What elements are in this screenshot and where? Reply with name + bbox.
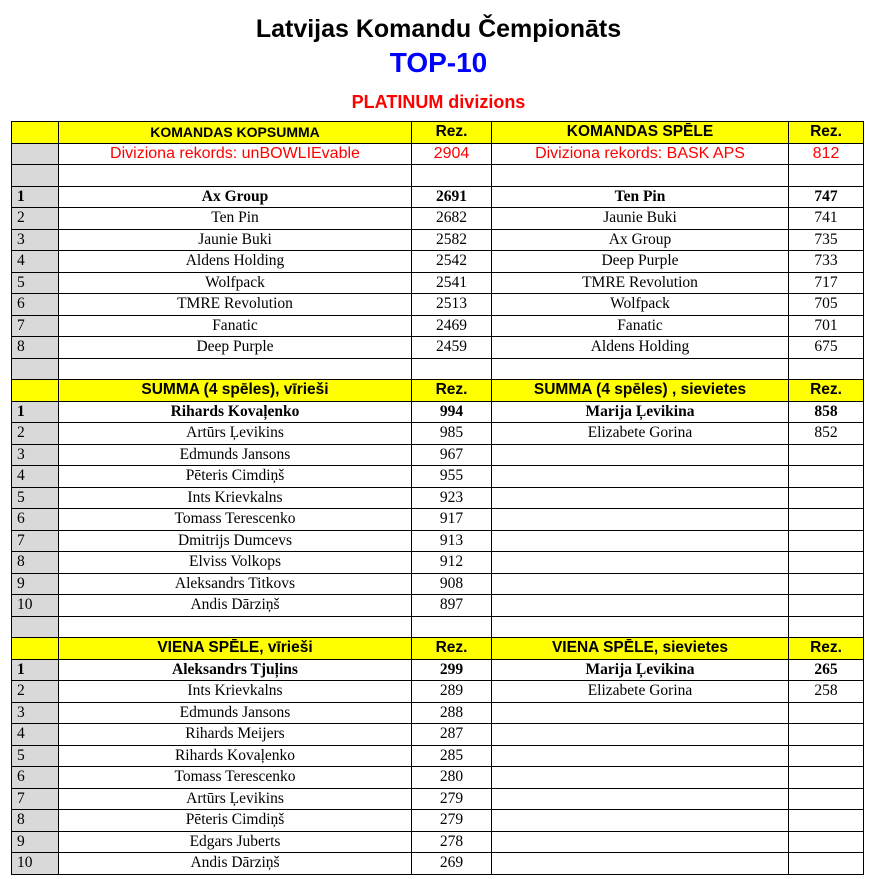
right-name-cell bbox=[492, 853, 789, 875]
header-number-cell bbox=[12, 122, 59, 144]
rank-cell: 4 bbox=[12, 724, 59, 746]
table-row bbox=[12, 251, 864, 273]
table-row bbox=[12, 853, 864, 875]
right-value-cell: 675 bbox=[789, 337, 864, 359]
right-name-cell: Deep Purple bbox=[492, 251, 789, 273]
right-name-cell: Wolfpack bbox=[492, 294, 789, 316]
table-row bbox=[12, 552, 864, 574]
right-name-cell bbox=[492, 444, 789, 466]
left-name-cell: Andis Dārziņš bbox=[59, 595, 412, 617]
right-name-cell bbox=[492, 810, 789, 832]
left-name-cell: Fanatic bbox=[59, 315, 412, 337]
left-name-cell: Wolfpack bbox=[59, 272, 412, 294]
right-value-cell: 705 bbox=[789, 294, 864, 316]
right-name-cell: Jaunie Buki bbox=[492, 208, 789, 230]
left-value-cell: 2513 bbox=[412, 294, 492, 316]
left-name-cell: Edmunds Jansons bbox=[59, 444, 412, 466]
left-name-cell: Artūrs Ļevikins bbox=[59, 788, 412, 810]
right-value-cell bbox=[789, 724, 864, 746]
left-name-cell: Edmunds Jansons bbox=[59, 702, 412, 724]
left-name-cell: Pēteris Cimdiņš bbox=[59, 810, 412, 832]
right-name-cell bbox=[492, 530, 789, 552]
right-name-cell bbox=[492, 702, 789, 724]
rank-cell: 2 bbox=[12, 423, 59, 445]
rank-cell: 9 bbox=[12, 573, 59, 595]
right-name-cell: Elizabete Gorina bbox=[492, 681, 789, 703]
rank-cell: 6 bbox=[12, 767, 59, 789]
left-value-cell: 967 bbox=[412, 444, 492, 466]
right-name-cell: Elizabete Gorina bbox=[492, 423, 789, 445]
spacer-cell bbox=[12, 616, 59, 638]
left-name-cell: Jaunie Buki bbox=[59, 229, 412, 251]
right-value-cell: 741 bbox=[789, 208, 864, 230]
rank-cell: 6 bbox=[12, 509, 59, 531]
spacer-cell bbox=[59, 616, 412, 638]
left-name-cell: Ints Krievkalns bbox=[59, 487, 412, 509]
table-row bbox=[12, 208, 864, 230]
table-row bbox=[12, 702, 864, 724]
table-row bbox=[12, 444, 864, 466]
left-name-cell: Artūrs Ļevikins bbox=[59, 423, 412, 445]
left-name-cell: Tomass Terescenko bbox=[59, 509, 412, 531]
right-value-cell: 258 bbox=[789, 681, 864, 703]
section1-right-rez: Rez. bbox=[789, 122, 864, 144]
right-value-cell: 858 bbox=[789, 401, 864, 423]
right-value-cell bbox=[789, 509, 864, 531]
rank-cell: 10 bbox=[12, 853, 59, 875]
right-name-cell bbox=[492, 595, 789, 617]
rank-cell: 5 bbox=[12, 487, 59, 509]
left-value-cell: 917 bbox=[412, 509, 492, 531]
left-name-cell: Elviss Volkops bbox=[59, 552, 412, 574]
left-value-cell: 2582 bbox=[412, 229, 492, 251]
right-value-cell bbox=[789, 745, 864, 767]
spacer-row bbox=[12, 165, 864, 187]
left-value-cell: 912 bbox=[412, 552, 492, 574]
right-value-cell: 717 bbox=[789, 272, 864, 294]
rank-cell: 1 bbox=[12, 659, 59, 681]
right-name-cell bbox=[492, 831, 789, 853]
record-left-label: Diviziona rekords: unBOWLIEvable bbox=[59, 143, 412, 165]
table-row bbox=[12, 186, 864, 208]
right-value-cell bbox=[789, 831, 864, 853]
left-name-cell: Tomass Terescenko bbox=[59, 767, 412, 789]
right-value-cell: 733 bbox=[789, 251, 864, 273]
spacer-cell bbox=[12, 358, 59, 380]
left-value-cell: 289 bbox=[412, 681, 492, 703]
right-name-cell: Ten Pin bbox=[492, 186, 789, 208]
record-number-cell bbox=[12, 143, 59, 165]
right-name-cell bbox=[492, 552, 789, 574]
left-value-cell: 908 bbox=[412, 573, 492, 595]
right-name-cell bbox=[492, 767, 789, 789]
spacer-row bbox=[12, 358, 864, 380]
right-value-cell bbox=[789, 788, 864, 810]
right-value-cell bbox=[789, 810, 864, 832]
table-row bbox=[12, 788, 864, 810]
left-value-cell: 299 bbox=[412, 659, 492, 681]
right-name-cell: Marija Ļevikina bbox=[492, 659, 789, 681]
section1-left-rez: Rez. bbox=[412, 122, 492, 144]
left-value-cell: 280 bbox=[412, 767, 492, 789]
left-name-cell: Ax Group bbox=[59, 186, 412, 208]
spacer-cell bbox=[412, 616, 492, 638]
right-value-cell bbox=[789, 595, 864, 617]
rank-cell: 6 bbox=[12, 294, 59, 316]
right-value-cell bbox=[789, 530, 864, 552]
left-value-cell: 285 bbox=[412, 745, 492, 767]
table-row bbox=[12, 229, 864, 251]
spacer-cell bbox=[492, 616, 789, 638]
left-value-cell: 2542 bbox=[412, 251, 492, 273]
spacer-cell bbox=[789, 358, 864, 380]
left-value-cell: 279 bbox=[412, 788, 492, 810]
left-name-cell: TMRE Revolution bbox=[59, 294, 412, 316]
table-row bbox=[12, 767, 864, 789]
left-value-cell: 279 bbox=[412, 810, 492, 832]
right-name-cell bbox=[492, 466, 789, 488]
right-name-cell bbox=[492, 788, 789, 810]
left-value-cell: 2691 bbox=[412, 186, 492, 208]
section3-right-header: VIENA SPĒLE, sievietes bbox=[492, 638, 789, 660]
table-row bbox=[12, 659, 864, 681]
table-row bbox=[12, 530, 864, 552]
table-row bbox=[12, 315, 864, 337]
right-name-cell bbox=[492, 573, 789, 595]
spacer-cell bbox=[412, 358, 492, 380]
table-row bbox=[12, 423, 864, 445]
table-row bbox=[12, 294, 864, 316]
section1-right-header: KOMANDAS SPĒLE bbox=[492, 122, 789, 144]
rank-cell: 8 bbox=[12, 810, 59, 832]
table-row bbox=[12, 573, 864, 595]
left-value-cell: 2459 bbox=[412, 337, 492, 359]
table-row bbox=[12, 401, 864, 423]
left-value-cell: 287 bbox=[412, 724, 492, 746]
left-name-cell: Dmitrijs Dumcevs bbox=[59, 530, 412, 552]
rank-cell: 9 bbox=[12, 831, 59, 853]
left-value-cell: 985 bbox=[412, 423, 492, 445]
rank-cell: 3 bbox=[12, 702, 59, 724]
table-row bbox=[12, 487, 864, 509]
right-value-cell bbox=[789, 573, 864, 595]
left-value-cell: 897 bbox=[412, 595, 492, 617]
right-value-cell: 701 bbox=[789, 315, 864, 337]
rank-cell: 5 bbox=[12, 745, 59, 767]
spacer-cell bbox=[789, 616, 864, 638]
left-name-cell: Deep Purple bbox=[59, 337, 412, 359]
rank-cell: 4 bbox=[12, 466, 59, 488]
right-value-cell bbox=[789, 767, 864, 789]
rank-cell: 7 bbox=[12, 315, 59, 337]
right-value-cell bbox=[789, 487, 864, 509]
record-right-label: Diviziona rekords: BASK APS bbox=[492, 143, 789, 165]
rank-cell: 1 bbox=[12, 401, 59, 423]
left-value-cell: 2541 bbox=[412, 272, 492, 294]
section3-left-rez: Rez. bbox=[412, 638, 492, 660]
section2-right-header: SUMMA (4 spēles) , sievietes bbox=[492, 380, 789, 402]
table-row bbox=[12, 509, 864, 531]
rank-cell: 7 bbox=[12, 788, 59, 810]
left-name-cell: Ten Pin bbox=[59, 208, 412, 230]
right-value-cell: 852 bbox=[789, 423, 864, 445]
left-value-cell: 288 bbox=[412, 702, 492, 724]
right-name-cell bbox=[492, 745, 789, 767]
right-value-cell bbox=[789, 702, 864, 724]
rank-cell: 3 bbox=[12, 229, 59, 251]
right-value-cell bbox=[789, 853, 864, 875]
rank-cell: 3 bbox=[12, 444, 59, 466]
table-row bbox=[12, 595, 864, 617]
spacer-cell bbox=[492, 165, 789, 187]
left-name-cell: Aleksandrs Titkovs bbox=[59, 573, 412, 595]
section2-right-rez: Rez. bbox=[789, 380, 864, 402]
left-name-cell: Rihards Kovaļenko bbox=[59, 745, 412, 767]
record-left-value: 2904 bbox=[412, 143, 492, 165]
section1-header-row bbox=[12, 122, 864, 144]
section2-left-header: SUMMA (4 spēles), vīrieši bbox=[59, 380, 412, 402]
rank-cell: 2 bbox=[12, 208, 59, 230]
table-row bbox=[12, 466, 864, 488]
header-number-cell bbox=[12, 380, 59, 402]
left-name-cell: Aleksandrs Tjuļins bbox=[59, 659, 412, 681]
rank-cell: 1 bbox=[12, 186, 59, 208]
right-name-cell: Marija Ļevikina bbox=[492, 401, 789, 423]
left-name-cell: Ints Krievkalns bbox=[59, 681, 412, 703]
rank-cell: 8 bbox=[12, 337, 59, 359]
section3-header-row bbox=[12, 638, 864, 660]
spacer-cell bbox=[492, 358, 789, 380]
right-name-cell: Ax Group bbox=[492, 229, 789, 251]
right-name-cell: TMRE Revolution bbox=[492, 272, 789, 294]
right-value-cell bbox=[789, 552, 864, 574]
table-row bbox=[12, 810, 864, 832]
right-name-cell: Fanatic bbox=[492, 315, 789, 337]
spacer-cell bbox=[789, 165, 864, 187]
left-value-cell: 2682 bbox=[412, 208, 492, 230]
table-row bbox=[12, 831, 864, 853]
right-value-cell bbox=[789, 466, 864, 488]
left-name-cell: Pēteris Cimdiņš bbox=[59, 466, 412, 488]
page-title: Latvijas Komandu Čempionāts bbox=[255, 15, 622, 43]
section1-left-header: KOMANDAS KOPSUMMA bbox=[59, 122, 412, 144]
rank-cell: 2 bbox=[12, 681, 59, 703]
left-value-cell: 994 bbox=[412, 401, 492, 423]
table-row bbox=[12, 337, 864, 359]
left-value-cell: 2469 bbox=[412, 315, 492, 337]
right-value-cell: 747 bbox=[789, 186, 864, 208]
table-row bbox=[12, 681, 864, 703]
left-name-cell: Rihards Kovaļenko bbox=[59, 401, 412, 423]
right-name-cell: Aldens Holding bbox=[492, 337, 789, 359]
right-value-cell: 265 bbox=[789, 659, 864, 681]
section2-left-rez: Rez. bbox=[412, 380, 492, 402]
right-name-cell bbox=[492, 509, 789, 531]
right-name-cell bbox=[492, 724, 789, 746]
spacer-cell bbox=[59, 165, 412, 187]
section3-left-header: VIENA SPĒLE, vīrieši bbox=[59, 638, 412, 660]
table-row bbox=[12, 745, 864, 767]
rank-cell: 10 bbox=[12, 595, 59, 617]
rank-cell: 5 bbox=[12, 272, 59, 294]
left-value-cell: 278 bbox=[412, 831, 492, 853]
spacer-cell bbox=[412, 165, 492, 187]
table-row bbox=[12, 272, 864, 294]
header-number-cell bbox=[12, 638, 59, 660]
top-title: TOP-10 bbox=[389, 47, 488, 78]
right-value-cell: 735 bbox=[789, 229, 864, 251]
left-value-cell: 269 bbox=[412, 853, 492, 875]
spacer-cell bbox=[59, 358, 412, 380]
rank-cell: 8 bbox=[12, 552, 59, 574]
left-value-cell: 955 bbox=[412, 466, 492, 488]
rank-cell: 7 bbox=[12, 530, 59, 552]
right-name-cell bbox=[492, 487, 789, 509]
left-value-cell: 913 bbox=[412, 530, 492, 552]
section2-header-row bbox=[12, 380, 864, 402]
left-value-cell: 923 bbox=[412, 487, 492, 509]
results-table bbox=[11, 121, 864, 875]
left-name-cell: Edgars Juberts bbox=[59, 831, 412, 853]
section3-right-rez: Rez. bbox=[789, 638, 864, 660]
table-row bbox=[12, 724, 864, 746]
right-value-cell bbox=[789, 444, 864, 466]
spacer-cell bbox=[12, 165, 59, 187]
spacer-row bbox=[12, 616, 864, 638]
record-right-value: 812 bbox=[789, 143, 864, 165]
rank-cell: 4 bbox=[12, 251, 59, 273]
division-title: PLATINUM divizions bbox=[351, 92, 526, 112]
record-row bbox=[12, 143, 864, 165]
left-name-cell: Rihards Meijers bbox=[59, 724, 412, 746]
left-name-cell: Aldens Holding bbox=[59, 251, 412, 273]
left-name-cell: Andis Dārziņš bbox=[59, 853, 412, 875]
